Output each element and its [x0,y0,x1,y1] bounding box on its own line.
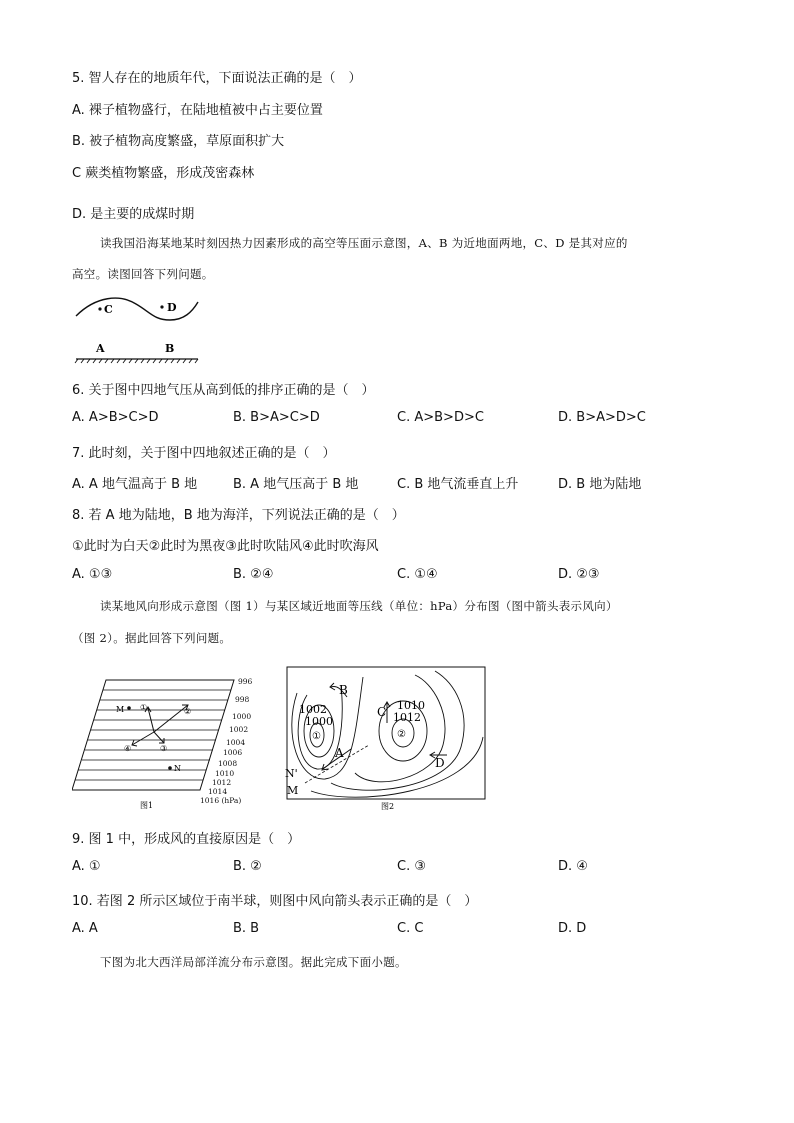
isobar-label-1002: 1002 [229,725,249,734]
isobar-label-1012: 1012 [212,778,232,787]
isobar-label-1000: 1000 [232,712,252,721]
q7-option-d: D. B 地为陆地 [558,477,642,492]
point-n-prime-label: N' [285,767,298,780]
high-center-label: ② [397,729,406,740]
q10-option-b: B. B [233,921,260,936]
isobar-1012-label: 1012 [393,711,421,724]
q7-option-c: C. B 地气流垂直上升 [397,477,519,492]
point-m-dot [127,706,131,710]
arrow-2-label: ② [184,707,192,716]
figure2-isobar-map [285,665,489,813]
q10-stem: 10. 若图 2 所示区域位于南半球，则图中风向箭头表示正确的是（ ） [72,894,478,909]
isobar-1002-label: 1002 [299,703,327,716]
q8-stem: 8. 若 A 地为陆地，B 地为海洋，下列说法正确的是（ ） [72,508,405,523]
q8-option-b: B. ②④ [233,567,274,582]
q6-option-d: D. B>A>D>C [558,410,646,425]
point-d-dot [160,305,163,308]
q8-statements: ①此时为白天②此时为黑夜③此时吹陆风④此时吹海风 [72,539,379,554]
q6-stem: 6. 关于图中四地气压从高到低的排序正确的是（ ） [72,383,375,398]
arrow-1-label: ① [140,703,148,712]
point-d-label: D [167,301,177,314]
arrow-a-label: A [335,746,344,760]
point-a-label: A [96,342,105,355]
intro3-text: 下图为北大西洋局部洋流分布示意图。据此完成下面小题。 [100,955,407,969]
intro2-line2: （图 2）。据此回答下列问题。 [72,631,232,645]
q5-stem: 5. 智人存在的地质年代，下面说法正确的是（ ） [72,71,362,86]
arrow-d-label: D [435,756,445,770]
q7-option-b: B. A 地气压高于 B 地 [233,477,359,492]
q8-option-c: C. ①④ [397,567,438,582]
isobar-surface-figure [70,290,210,370]
parallelogram-frame [72,680,234,790]
q7-option-a: A. A 地气温高于 B 地 [72,477,198,492]
q10-option-c: C. C [397,921,424,936]
q5-option-a: A. 裸子植物盛行，在陆地植被中占主要位置 [72,103,323,118]
isobar-label-1014: 1014 [208,787,228,796]
ground-hatch [75,359,198,363]
q9-option-c: C. ③ [397,859,426,874]
isobaric-curve [76,298,198,320]
point-n-label: N [174,764,181,773]
q6-option-a: A. A>B>C>D [72,410,159,425]
low-center-label: ① [312,731,321,742]
q6-option-b: B. B>A>C>D [233,410,320,425]
isobar-label-1006: 1006 [223,748,243,757]
q8-option-a: A. ①③ [72,567,113,582]
arrow-3-label: ③ [160,744,168,753]
intro2-line1: 读某地风向形成示意图（图 1）与某区域近地面等压线（单位：hPa）分布图（图中箭头表示风向） [100,599,618,613]
q9-option-a: A. ① [72,859,101,874]
q10-option-a: A. A [72,921,98,936]
point-m-label-fig2: M [287,784,299,797]
q5-option-b: B. 被子植物高度繁盛，草原面积扩大 [72,134,285,149]
isobar-label-1016: 1016 (hPa) [200,796,242,805]
figure2-caption: 图2 [381,802,395,811]
isobar-label-1008: 1008 [218,759,238,768]
figure1-caption: 图1 [140,801,154,810]
isobar-label-1004: 1004 [226,738,246,747]
q10-option-d: D. D [558,921,587,936]
point-c-dot [98,307,101,310]
point-m-label: M [116,705,125,714]
figure1-wind-formation [72,672,272,812]
q7-stem: 7. 此时刻，关于图中四地叙述正确的是（ ） [72,446,336,461]
isobar-label-998: 998 [235,695,250,704]
arrow-c-label: C [377,705,387,719]
arrow-b-label: B [339,683,348,697]
q9-option-b: B. ② [233,859,262,874]
q6-option-c: C. A>B>D>C [397,410,484,425]
q8-option-d: D. ②③ [558,567,600,582]
isobar-1010-label: 1010 [397,699,425,712]
isobar-1000-label: 1000 [305,715,333,728]
point-n-dot [168,766,172,770]
q5-option-c: C 蕨类植物繁盛，形成茂密森林 [72,166,255,181]
isobar-label-996: 996 [238,677,253,686]
intro1-line1: 读我国沿海某地某时刻因热力因素形成的高空等压面示意图，A、B 为近地面两地，C、D 是其对应的 [100,236,628,250]
isobar-label-1010: 1010 [215,769,235,778]
q9-option-d: D. ④ [558,859,588,874]
q5-option-d: D. 是主要的成煤时期 [72,207,195,222]
q9-stem: 9. 图 1 中，形成风的直接原因是（ ） [72,832,301,847]
point-c-label: C [104,303,113,316]
intro1-line2: 高空。读图回答下列问题。 [72,267,214,281]
point-b-label: B [165,342,175,355]
arrow-4-label: ④ [124,744,132,753]
